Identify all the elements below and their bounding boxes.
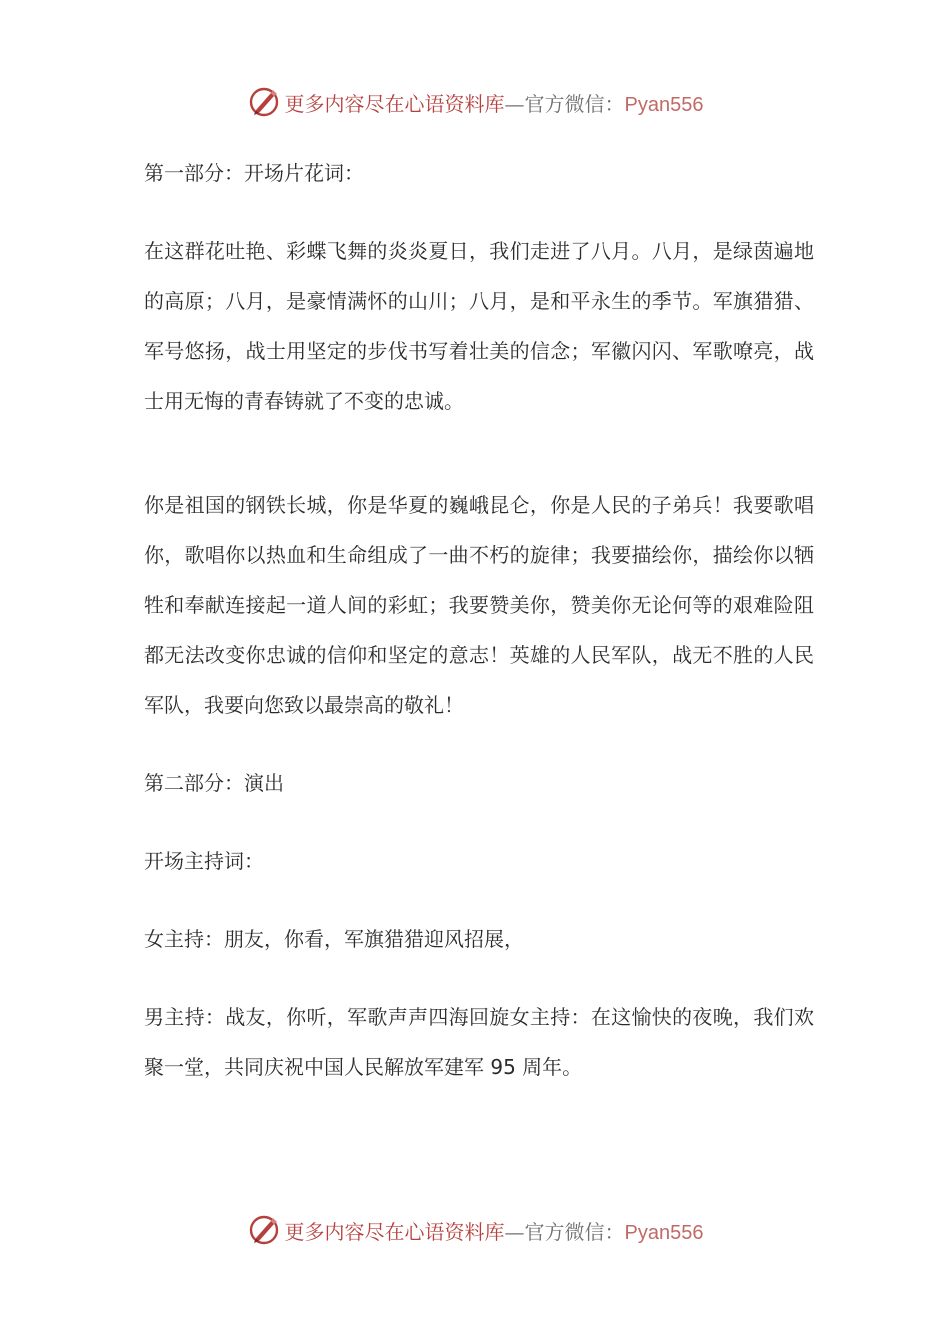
part2-title: 第二部分：演出 [144, 771, 284, 795]
footer-banner [0, 1210, 950, 1250]
banner-wechat-id: Pyan556 [624, 1221, 704, 1244]
spacer [144, 426, 814, 480]
banner-text [285, 1216, 704, 1245]
banner-dash: — [504, 91, 525, 116]
female-host-line: 女主持：朋友，你看，军旗猎猎迎风招展， [144, 927, 524, 951]
part1-paragraph-2: 你是祖国的钢铁长城，你是华夏的巍峨昆仑，你是人民的子弟兵！我要歌唱你，歌唱你以热血和生命组成了一曲不朽的旋律；我要描绘你，描绘你以牺牲和奉献连接起一道人间的彩虹；我要赞美你，赞美你无论何等的艰难险阻都无法改变你忠诚的信仰和坚定的意志！英雄的人民军队，战无不胜的人民军队，我要向您致以最崇高的敬礼！ [144, 493, 814, 717]
pen-logo-icon [247, 1213, 281, 1247]
part1-paragraph-1: 在这群花吐艳、彩蝶飞舞的炎炎夏日，我们走进了八月。八月，是绿茵遍地的高原；八月，是豪情满怀的山川；八月，是和平永生的季节。军旗猎猎、军号悠扬，战士用坚定的步伐书写着壮美的信念；军徽闪闪、军歌嘹亮，战士用无悔的青春铸就了不变的忠诚。 [144, 239, 814, 413]
spacer [144, 198, 814, 226]
header-banner [0, 82, 950, 122]
part1-title: 第一部分：开场片花词： [144, 161, 364, 185]
banner-wechat-id: Pyan556 [624, 93, 704, 116]
banner-official-label: 官方微信： [524, 91, 625, 116]
document-body [144, 148, 814, 1092]
banner-official-label: 官方微信： [524, 1219, 625, 1244]
pen-logo-icon [247, 85, 281, 119]
banner-text [285, 88, 704, 117]
spacer [144, 964, 814, 992]
banner-brand: 更多内容尽在心语资料库 [284, 91, 505, 116]
banner-brand: 更多内容尽在心语资料库 [284, 1219, 505, 1244]
spacer [144, 730, 814, 758]
spacer [144, 886, 814, 914]
banner-dash: — [504, 1219, 525, 1244]
opening-script-title: 开场主持词： [144, 849, 264, 873]
male-host-line: 男主持：战友，你听，军歌声声四海回旋女主持：在这愉快的夜晚，我们欢聚一堂，共同庆祝中国人民解放军建军 95 周年。 [144, 1005, 814, 1079]
spacer [144, 808, 814, 836]
